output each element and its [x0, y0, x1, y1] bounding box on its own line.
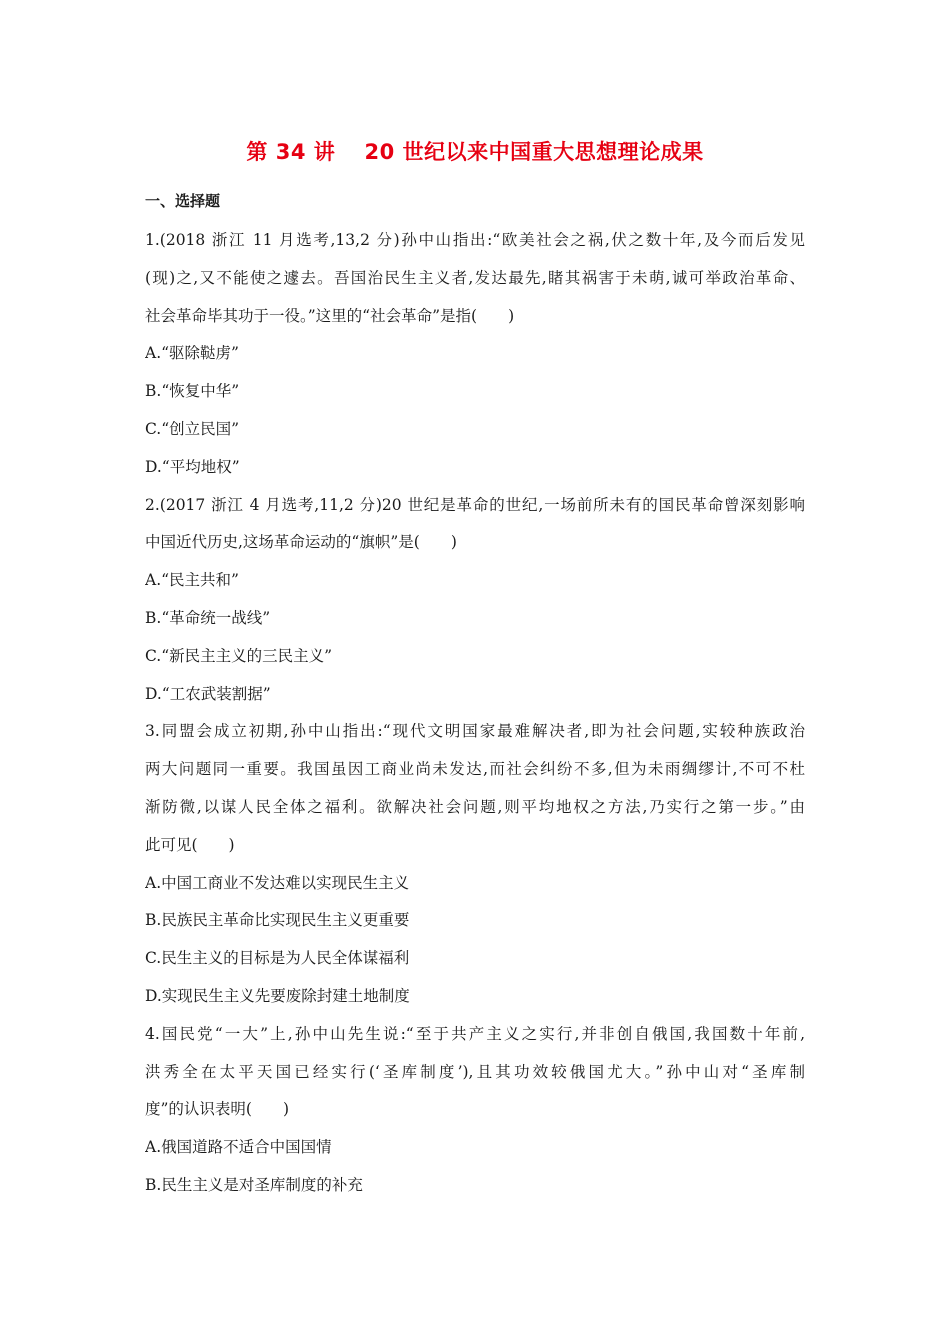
option-a: A.俄国道路不适合中国国情 [145, 1138, 332, 1157]
option-b: B.“恢复中华” [145, 382, 240, 401]
option-b: B.“革命统一战线” [145, 608, 271, 627]
option-b: B.民族民主革命比实现民生主义更重要 [145, 911, 410, 930]
option-a: A.“驱除鞑虏” [145, 344, 239, 363]
question-stem-line: 中国近代历史,这场革命运动的“旗帜”是( ) [145, 533, 457, 552]
option-c: C.“新民主主义的三民主义” [145, 646, 333, 665]
section-heading: 一、选择题 [145, 192, 221, 210]
question-stem-line: 洪秀全在太平天国已经实行(‘圣库制度’),且其功效较俄国尤大。”孙中山对“圣库制 [145, 1062, 805, 1081]
question-stem-line: 3.同盟会成立初期,孙中山指出:“现代文明国家最难解决者,即为社会问题,实较种族政治 [145, 722, 805, 741]
option-b: B.民生主义是对圣库制度的补充 [145, 1175, 363, 1194]
option-d: D.“工农武装割据” [145, 684, 271, 703]
page-title: 第 34 讲 20 世纪以来中国重大思想理论成果 [246, 140, 704, 164]
question-stem-line: 社会革命毕其功于一役。”这里的“社会革命”是指( ) [145, 306, 515, 325]
question-4 [145, 1016, 805, 1205]
question-3 [145, 713, 805, 1015]
option-a: A.“民主共和” [145, 571, 239, 590]
question-2 [145, 487, 805, 714]
question-1 [145, 222, 805, 487]
option-a: A.中国工商业不发达难以实现民生主义 [145, 873, 410, 892]
question-stem-line: 渐防微,以谋人民全体之福利。欲解决社会问题,则平均地权之方法,乃实行之第一步。”由 [145, 797, 805, 816]
question-stem-line: 两大问题同一重要。我国虽因工商业尚未发达,而社会纠纷不多,但为未雨绸缪计,不可不杜 [145, 760, 805, 779]
option-c: C.“创立民国” [145, 419, 240, 438]
question-stem-line: 1.(2018 浙江 11 月选考,13,2 分)孙中山指出:“欧美社会之祸,伏之数十年,及今而后发见 [145, 231, 805, 249]
option-d: D.“平均地权” [145, 457, 240, 476]
question-stem-line: 4.国民党“一大”上,孙中山先生说:“至于共产主义之实行,并非创自俄国,我国数十年前, [145, 1024, 805, 1043]
option-d: D.实现民生主义先要废除封建土地制度 [145, 986, 410, 1005]
question-stem-line: (现)之,又不能使之遽去。吾国治民生主义者,发达最先,睹其祸害于未萌,诚可举政治革命、 [145, 268, 805, 287]
question-stem-line: 此可见( ) [145, 835, 235, 854]
question-list [145, 222, 805, 1205]
option-c: C.民生主义的目标是为人民全体谋福利 [145, 949, 410, 968]
question-stem-line: 2.(2017 浙江 4 月选考,11,2 分)20 世纪是革命的世纪,一场前所未有的国民革命曾深刻影响 [145, 495, 805, 514]
question-stem-line: 度”的认识表明( ) [145, 1100, 290, 1119]
